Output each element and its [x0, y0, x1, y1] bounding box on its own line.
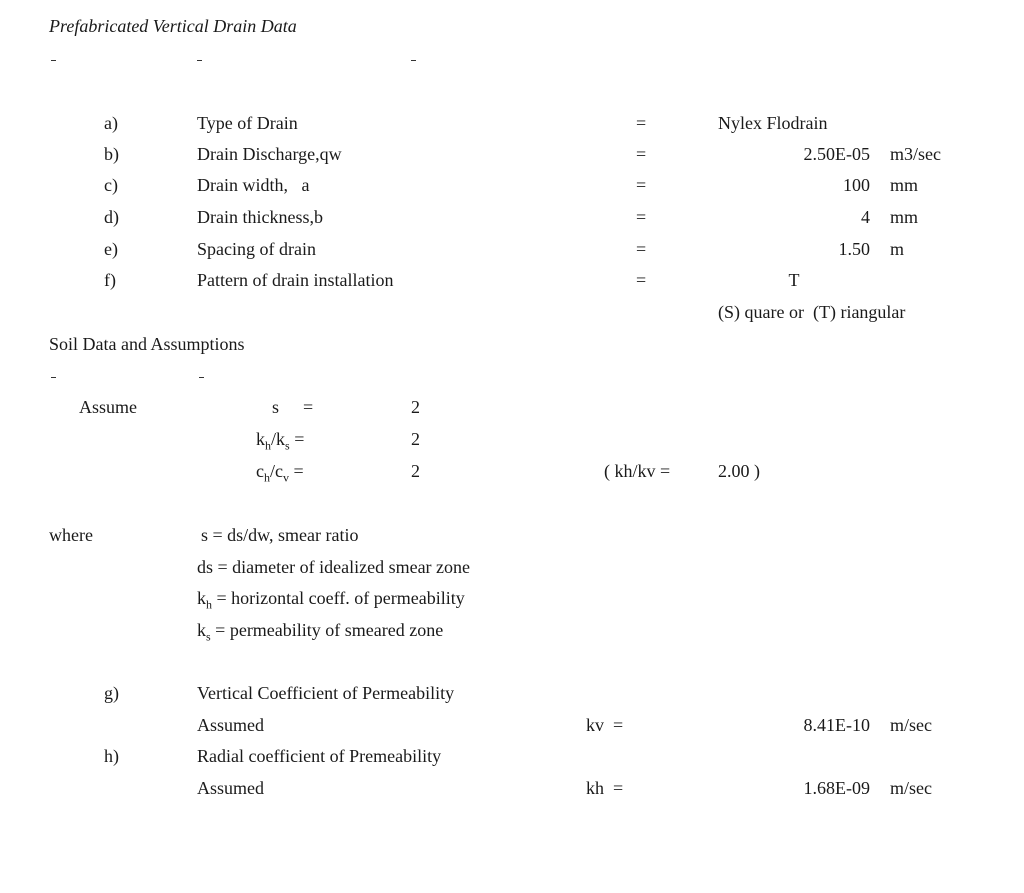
row-label: Drain width, a: [197, 175, 310, 195]
row-unit: m3/sec: [890, 144, 941, 164]
assume-label: Assume: [79, 397, 137, 417]
kv-unit: m/sec: [890, 715, 932, 735]
section-title: Soil Data and Assumptions: [49, 334, 245, 354]
smear-ratio-symbol: s: [272, 397, 280, 417]
row-letter: d): [104, 207, 119, 227]
definition-ks-text: = permeability of smeared zone: [210, 620, 444, 640]
dash-marker: [411, 60, 416, 61]
consolidation-ratio-label: $c_h/c_v$ =: [256, 461, 304, 485]
row-letter: g): [104, 683, 119, 703]
row-label: Type of Drain: [197, 113, 298, 133]
row-value: Nylex Flodrain: [718, 113, 828, 133]
dash-marker: [199, 377, 204, 378]
row-letter: h): [104, 746, 119, 766]
smear-ratio-value: 2: [411, 397, 420, 417]
where-label: where: [49, 525, 93, 545]
dash-marker: [51, 377, 56, 378]
equals-sign: =: [636, 175, 647, 195]
row-unit: mm: [890, 207, 919, 227]
equals-sign: =: [303, 397, 314, 417]
row-letter: f): [104, 270, 116, 290]
assumed-label: Assumed: [197, 778, 264, 798]
row-heading: Vertical Coefficient of Permeability: [197, 683, 455, 703]
equals-sign: =: [636, 207, 647, 227]
definition-s: s = ds/dw, smear ratio: [201, 525, 359, 545]
kh-kv-label: ( kh/kv =: [604, 461, 671, 481]
equals-sign: =: [636, 239, 647, 259]
row-label: Pattern of drain installation: [197, 270, 394, 290]
row-letter: b): [104, 144, 119, 164]
definition-kh-text: = horizontal coeff. of permeability: [212, 588, 465, 608]
row-unit: m: [890, 239, 905, 259]
kh-value: 1.68E-09: [803, 778, 870, 798]
row-letter: c): [104, 175, 118, 195]
row-label: Drain Discharge,qw: [197, 144, 342, 164]
permeability-ratio-value: 2: [411, 429, 420, 449]
page-title: Prefabricated Vertical Drain Data: [49, 16, 297, 36]
pattern-note: (S) quare or (T) riangular: [718, 302, 906, 322]
kh-kv-value: 2.00 ): [718, 461, 760, 481]
permeability-ratio-label: $k_h/k_s$ =: [256, 429, 305, 453]
row-value: 100: [843, 175, 870, 195]
equals-sign: =: [636, 270, 647, 290]
definition-ds: ds = diameter of idealized smear zone: [197, 557, 471, 577]
equals-sign: =: [636, 113, 647, 133]
row-value: T: [788, 270, 800, 290]
kh-symbol: kh =: [586, 778, 624, 798]
dash-marker: [51, 60, 56, 61]
row-value: 2.50E-05: [803, 144, 870, 164]
row-label: Spacing of drain: [197, 239, 316, 259]
definition-kh: $k_h$ = horizontal coeff. of permeability: [197, 588, 465, 612]
kv-symbol: kv =: [586, 715, 624, 735]
row-letter: e): [104, 239, 118, 259]
equals-sign: =: [636, 144, 647, 164]
kh-unit: m/sec: [890, 778, 932, 798]
consolidation-ratio-value: 2: [411, 461, 420, 481]
row-heading: Radial coefficient of Premeability: [197, 746, 442, 766]
row-letter: a): [104, 113, 118, 133]
dash-marker: [197, 60, 202, 61]
row-unit: mm: [890, 175, 919, 195]
row-value: 4: [861, 207, 870, 227]
definition-ks: $k_s$ = permeability of smeared zone: [197, 620, 444, 644]
row-value: 1.50: [838, 239, 870, 259]
assumed-label: Assumed: [197, 715, 264, 735]
row-label: Drain thickness,b: [197, 207, 323, 227]
kv-value: 8.41E-10: [803, 715, 870, 735]
